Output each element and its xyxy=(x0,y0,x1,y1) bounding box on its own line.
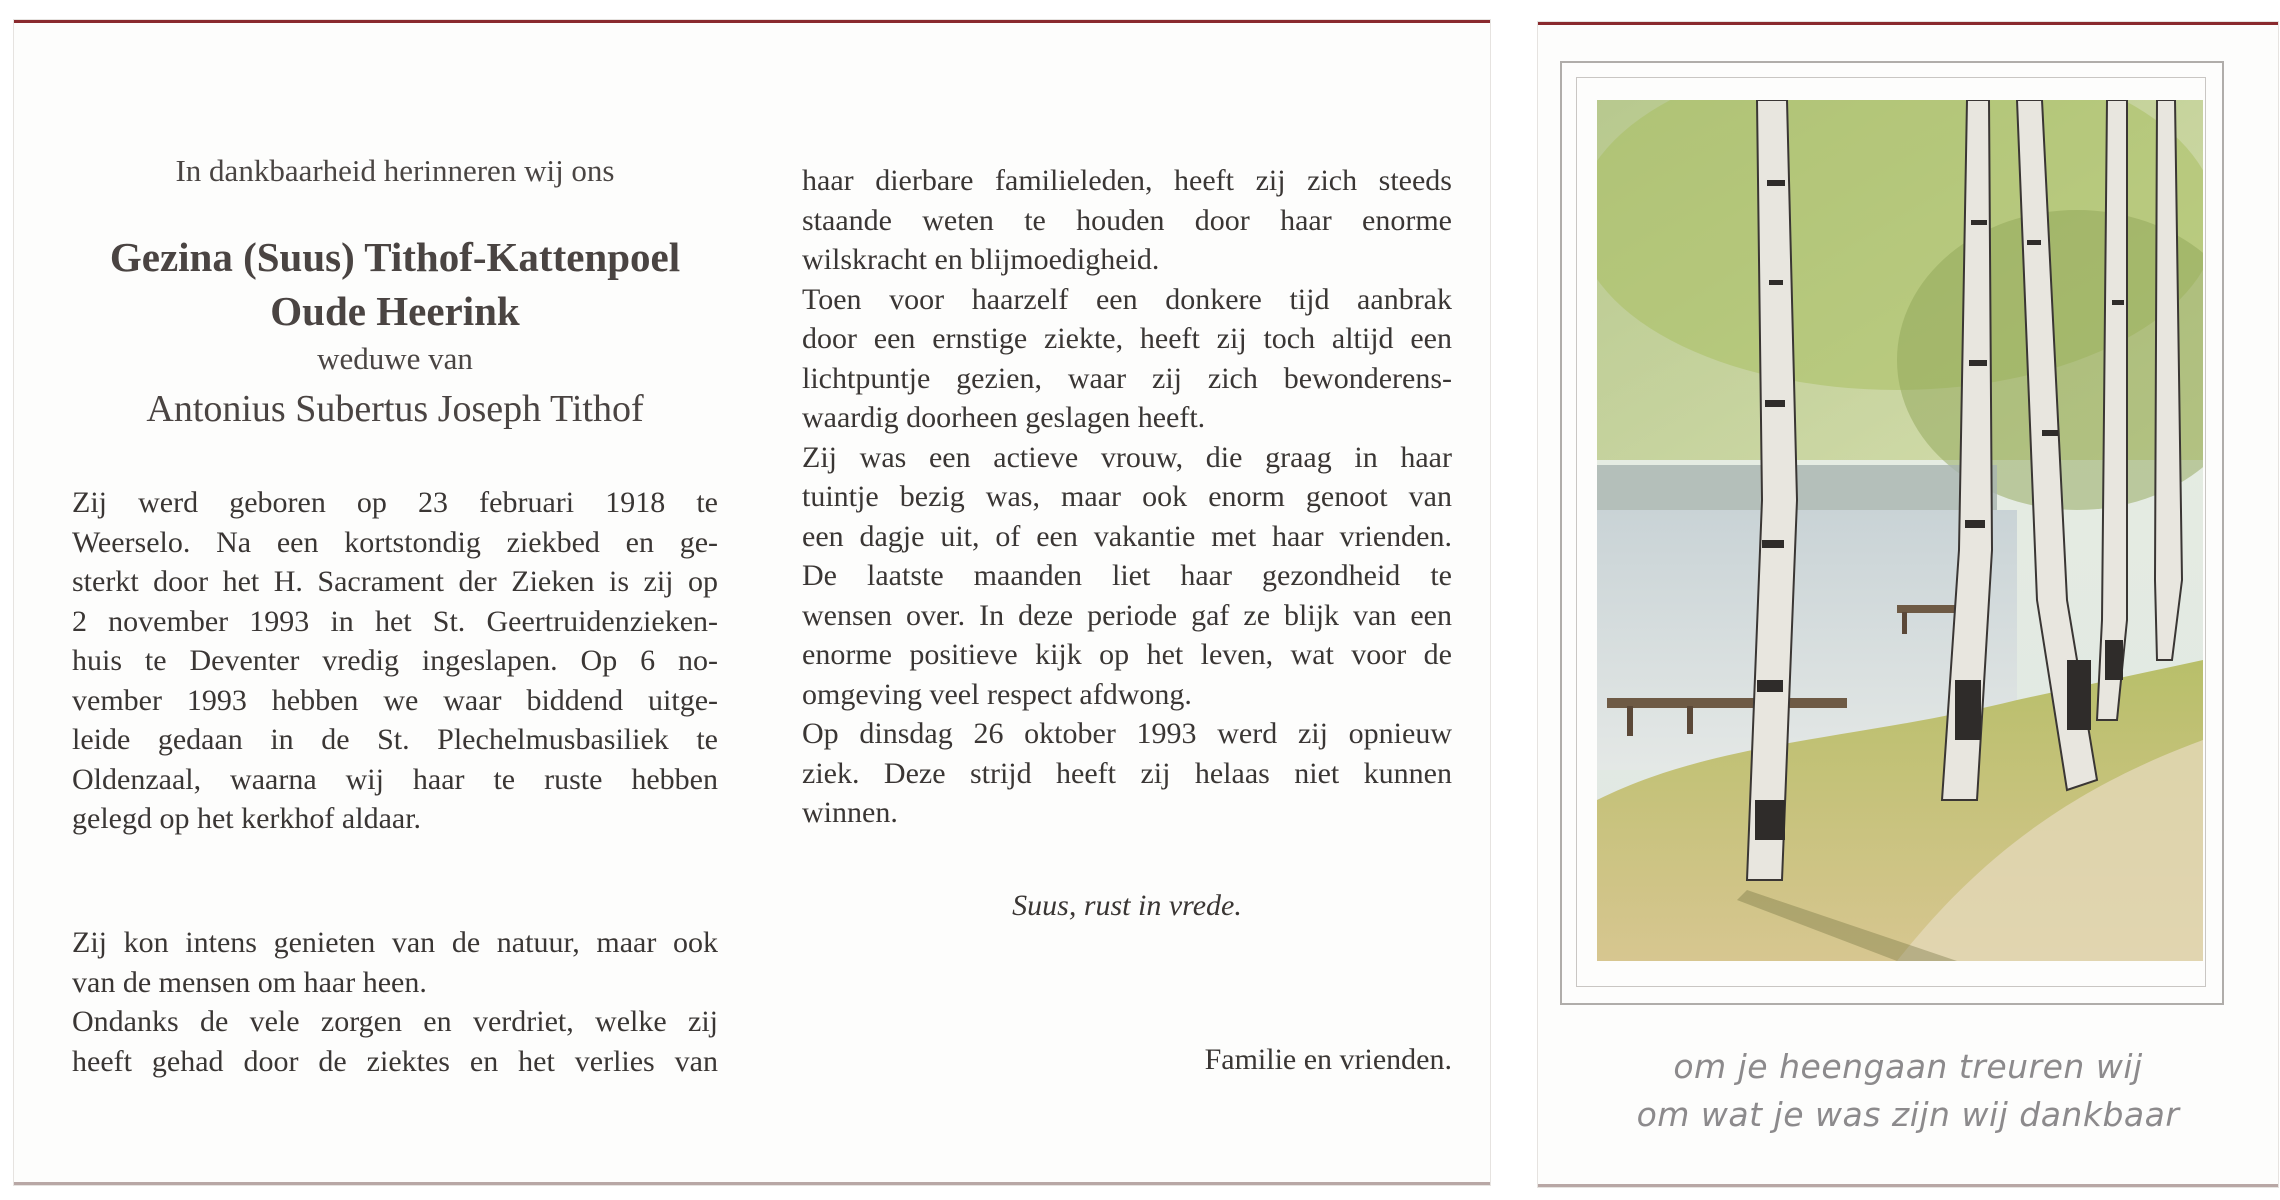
text-line: Op dinsdag 26 oktober 1993 werd zij opnieuw xyxy=(802,717,1452,750)
caption-line-1: om je heengaan treuren wij xyxy=(1673,1047,2143,1086)
widow-of-label: weduwe van xyxy=(317,341,473,376)
closing-phrase: Suus, rust in vrede. xyxy=(1012,889,1242,922)
text-line: winnen. xyxy=(802,796,898,829)
text-line: Zij werd geboren op 23 februari 1918 te xyxy=(72,486,718,519)
text-line: Weerselo. Na een kortstondig ziekbed en ge- xyxy=(72,525,718,559)
text-line: 2 november 1993 in het St. Geertruidenzieken- xyxy=(72,604,718,638)
deceased-name-line2: Oude Heerink xyxy=(270,288,520,334)
caption-line-2: om wat je was zijn wij dankbaar xyxy=(1636,1095,2180,1134)
birch-trees-lake-photo xyxy=(1597,100,2203,961)
text-line: Toen voor haarzelf een donkere tijd aanbrak xyxy=(802,282,1452,316)
text-line: van de mensen om haar heen. xyxy=(72,965,427,999)
text-line: wensen over. In deze periode gaf ze blijk van een xyxy=(802,598,1452,632)
continuation-paragraph xyxy=(802,161,1452,833)
text-line: waardig doorheen geslagen heeft. xyxy=(802,401,1206,434)
nature-paragraph xyxy=(72,923,718,1081)
signature: Familie en vrienden. xyxy=(1204,1043,1452,1076)
memorial-photo-card xyxy=(1538,22,2278,1187)
text-line: vember 1993 hebben we waar biddend uitge- xyxy=(72,683,718,717)
text-line: omgeving veel respect afdwong. xyxy=(802,677,1192,711)
text-line: ziek. Deze strijd heeft zij helaas niet kunnen xyxy=(802,756,1452,790)
text-line: wilskracht en blijmoedigheid. xyxy=(802,243,1160,276)
text-line: Zij kon intens genieten van de natuur, maar ook xyxy=(72,926,718,959)
text-line: gelegd op het kerkhof aldaar. xyxy=(72,802,422,835)
text-line: lichtpuntje gezien, waar zij zich bewonderens- xyxy=(802,361,1452,395)
intro-line: In dankbaarheid herinneren wij ons xyxy=(175,153,615,188)
biography-paragraph xyxy=(72,483,718,839)
text-line: een dagje uit, of een vakantie met haar vrienden. xyxy=(802,519,1452,553)
text-line: sterkt door het H. Sacrament der Zieken is zij op xyxy=(72,565,718,598)
memorial-text-card xyxy=(14,20,1490,1185)
text-line: Zij was een actieve vrouw, die graag in haar xyxy=(802,440,1452,474)
deceased-name-line1: Gezina (Suus) Tithof-Kattenpoel xyxy=(109,234,681,280)
text-line: leide gedaan in de St. Plechelmusbasiliek te xyxy=(72,723,718,756)
text-line: Oldenzaal, waarna wij haar te ruste hebben xyxy=(72,762,718,796)
text-line: huis te Deventer vredig ingeslapen. Op 6 no- xyxy=(72,644,718,677)
text-line: Ondanks de vele zorgen en verdriet, welke zij xyxy=(72,1005,718,1038)
text-line: staande weten te houden door haar enorme xyxy=(802,203,1452,237)
text-line: De laatste maanden liet haar gezondheid te xyxy=(802,559,1452,592)
landscape-illustration xyxy=(1597,100,2203,961)
text-line: heeft gehad door de ziektes en het verlies van xyxy=(72,1044,718,1078)
text-line: door een ernstige ziekte, heeft zij toch altijd een xyxy=(802,322,1452,355)
text-line: enorme positieve kijk op het leven, wat voor de xyxy=(802,638,1452,671)
husband-name: Antonius Subertus Joseph Tithof xyxy=(146,388,644,430)
text-line: haar dierbare familieleden, heeft zij zich steeds xyxy=(802,164,1452,197)
text-line: tuintje bezig was, maar ook enorm genoot van xyxy=(802,480,1452,513)
